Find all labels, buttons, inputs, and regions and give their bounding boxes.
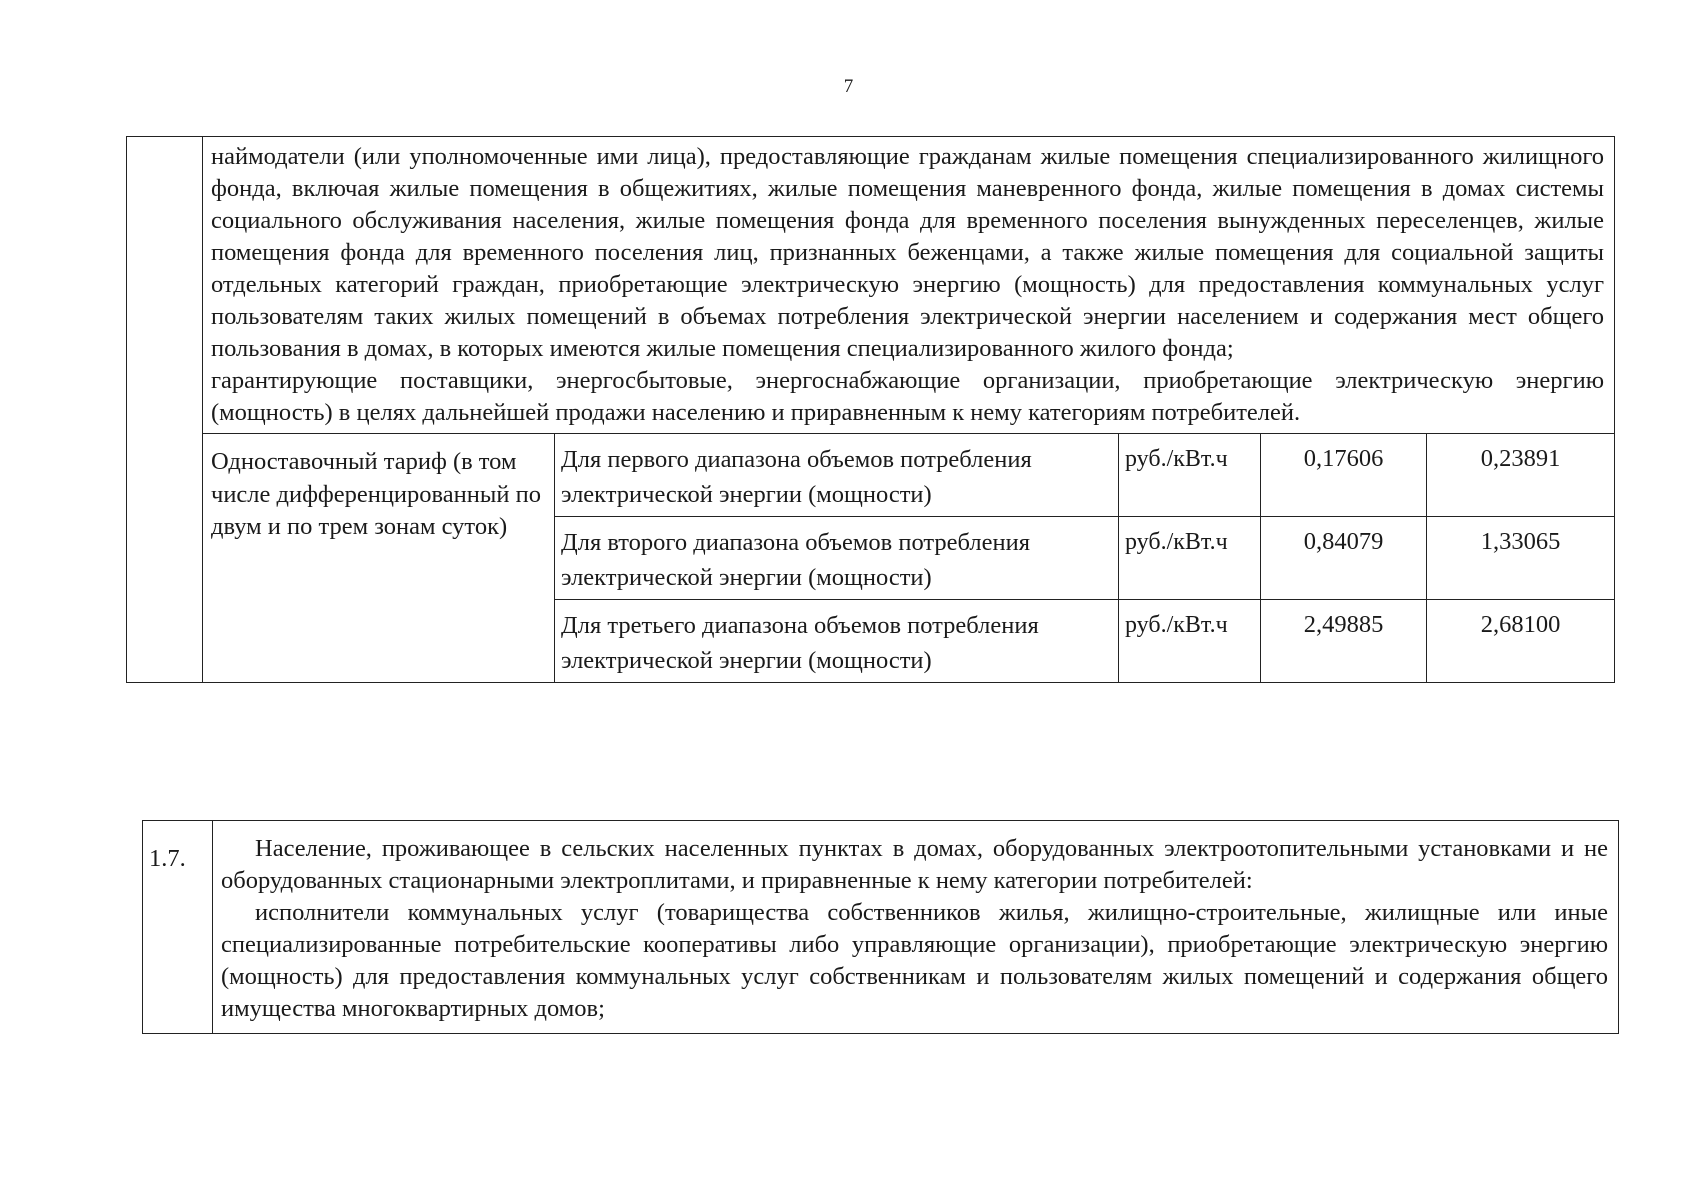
section-1-7-paragraph-population: Население, проживающее в сельских населенных пунктах в домах, оборудованных электроотопительными установками и не оборудованных стационарными электроплитами, и приравненные к нему категории потребителей:	[221, 835, 1608, 894]
unit-cell-2: руб./кВт.ч	[1119, 517, 1261, 600]
section-1-7-table	[142, 820, 1619, 1034]
section-1-7-row	[143, 821, 1619, 1034]
section-1-7-content	[213, 821, 1619, 1034]
value-cell-3-period-2: 2,68100	[1427, 600, 1615, 683]
value-cell-2-period-1: 0,84079	[1261, 517, 1427, 600]
category-paragraph-suppliers: гарантирующие поставщики, энергосбытовые, энергоснабжающие организации, приобретающие электрическую энергию (мощность) в целях дальнейшей продажи населению и приравненным к нему категориям потребителей.	[211, 367, 1605, 426]
unit-cell-1: руб./кВт.ч	[1119, 434, 1261, 517]
value-cell-1-period-2: 0,23891	[1427, 434, 1615, 517]
unit-cell-3: руб./кВт.ч	[1119, 600, 1261, 683]
value-cell-3-period-1: 2,49885	[1261, 600, 1427, 683]
table-row	[127, 434, 1615, 517]
range-cell-1: Для первого диапазона объемов потребления электрической энергии (мощности)	[555, 434, 1119, 517]
range-cell-3: Для третьего диапазона объемов потребления электрической энергии (мощности)	[555, 600, 1119, 683]
page-number: 7	[843, 76, 854, 97]
empty-number-cell	[127, 137, 203, 683]
consumer-category-cell	[203, 137, 1615, 434]
section-number: 1.7.	[143, 821, 213, 1034]
tariff-table-continued	[126, 136, 1615, 683]
value-cell-1-period-1: 0,17606	[1261, 434, 1427, 517]
section-1-7-paragraph-providers: исполнители коммунальных услуг (товарищества собственников жилья, жилищно-строительные, жилищные или иные специализированные потребительские кооперативы либо управляющие организации), приобретающие электрическую энергию (мощность) для предоставления коммунальных услуг собственникам и пользователям жилых помещений и содержания общего имущества многоквартирных домов;	[221, 899, 1608, 1022]
range-cell-2: Для второго диапазона объемов потребления электрической энергии (мощности)	[555, 517, 1119, 600]
category-paragraph-landlords: наймодатели (или уполномоченные ими лица), предоставляющие гражданам жилые помещения специализированного жилищного фонда, включая жилые помещения в общежитиях, жилые помещения маневренного фонда, жилые помещения в домах системы социального обслуживания населения, жилые помещения фонда для временного поселения вынужденных переселенцев, жилые помещения фонда для временного поселения лиц, признанных беженцами, а также жилые помещения для социальной защиты отдельных категорий граждан, приобретающие электрическую энергию (мощность) для предоставления коммунальных услуг пользователям таких жилых помещений в объемах потребления электрической энергии населением и содержания мест общего пользования в домах, в которых имеются жилые помещения специализированного жилого фонда;	[211, 143, 1605, 362]
tariff-name-cell: Одноставочный тариф (в том числе дифференцированный по двум и по трем зонам суток)	[203, 434, 555, 683]
consumer-category-row	[127, 137, 1615, 434]
value-cell-2-period-2: 1,33065	[1427, 517, 1615, 600]
